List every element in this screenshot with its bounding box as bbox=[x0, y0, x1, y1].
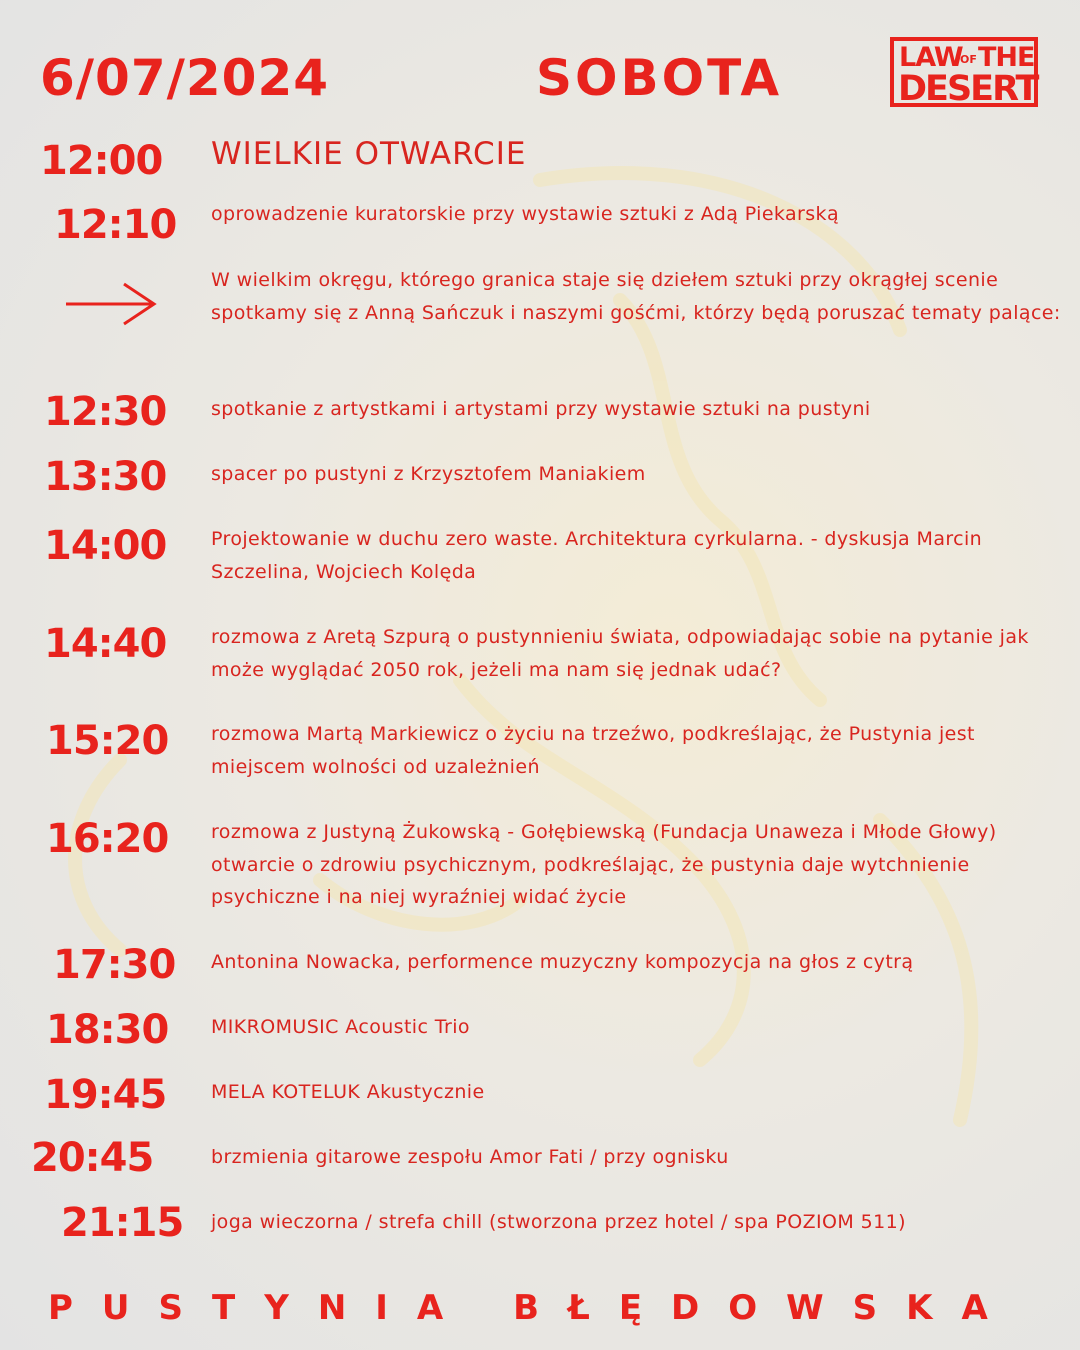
event-day: SOBOTA bbox=[536, 49, 783, 107]
schedule-time: 21:15 bbox=[61, 1200, 184, 1246]
schedule-time: 20:45 bbox=[31, 1135, 154, 1181]
schedule-description: MIKROMUSIC Acoustic Trio bbox=[211, 1016, 470, 1038]
schedule-time: 18:30 bbox=[46, 1007, 169, 1053]
location-footer: PUSTYNIA BŁĘDOWSKA bbox=[48, 1288, 1017, 1328]
schedule-description: Antonina Nowacka, performence muzyczny kompozycja na głos z cytrą bbox=[211, 951, 914, 973]
schedule-time: 16:20 bbox=[46, 816, 169, 862]
logo-of: OF bbox=[960, 53, 977, 66]
arrow-right-icon bbox=[64, 280, 160, 328]
schedule-description: Projektowanie w duchu zero waste. Architektura cyrkularna. - dyskusja Marcin Szczelina, Wojciech Kolęda bbox=[211, 528, 983, 583]
schedule-description: rozmowa z Justyną Żukowską - Gołębiewską (Fundacja Unaweza i Młode Głowy) otwarcie o zdrowiu psychicznym, podkreślając, że pustynia daje wytchnienie psychiczne i na niej wyraźniej widać życie bbox=[211, 821, 997, 908]
schedule-description: spotkanie z artystkami i artystami przy wystawie sztuki na pustyni bbox=[211, 398, 871, 420]
schedule-description: rozmowa Martą Markiewicz o życiu na trzeźwo, podkreślając, że Pustynia jest miejscem wolności od uzależnień bbox=[211, 723, 975, 778]
schedule-time: 12:30 bbox=[44, 389, 167, 435]
schedule-time: 14:00 bbox=[44, 523, 167, 569]
schedule-time: 15:20 bbox=[46, 718, 169, 764]
schedule-description: W wielkim okręgu, którego granica staje się dziełem sztuki przy okrągłej scenie spotkamy się z Anną Sańczuk i naszymi gośćmi, którzy będą poruszać tematy palące: bbox=[211, 269, 1061, 324]
schedule-time: 19:45 bbox=[44, 1072, 167, 1118]
schedule-time: 13:30 bbox=[44, 454, 167, 500]
schedule-description: spacer po pustyni z Krzysztofem Maniakiem bbox=[211, 463, 646, 485]
schedule-description: oprowadzenie kuratorskie przy wystawie sztuki z Adą Piekarską bbox=[211, 203, 840, 225]
event-date: 6/07/2024 bbox=[40, 49, 330, 107]
schedule-description: brzmienia gitarowe zespołu Amor Fati / przy ognisku bbox=[211, 1146, 729, 1168]
logo-the: THE bbox=[978, 42, 1035, 73]
logo-line1: LAW bbox=[899, 42, 963, 73]
schedule-description: joga wieczorna / strefa chill (stworzona przez hotel / spa POZIOM 511) bbox=[211, 1211, 906, 1233]
schedule-time: 17:30 bbox=[53, 942, 176, 988]
schedule-description: MELA KOTELUK Akustycznie bbox=[211, 1081, 485, 1103]
logo-line2: DESERT bbox=[898, 69, 1038, 109]
schedule-time: 12:00 bbox=[40, 138, 163, 184]
schedule-description: rozmowa z Aretą Szpurą o pustynnieniu świata, odpowiadając sobie na pytanie jak może wyglądać 2050 rok, jeżeli ma nam się jednak udać? bbox=[211, 626, 1029, 681]
schedule-title: WIELKIE OTWARCIE bbox=[211, 136, 527, 172]
law-of-the-desert-logo bbox=[890, 37, 1038, 107]
schedule-time: 12:10 bbox=[54, 202, 177, 248]
schedule-time: 14:40 bbox=[44, 621, 167, 667]
